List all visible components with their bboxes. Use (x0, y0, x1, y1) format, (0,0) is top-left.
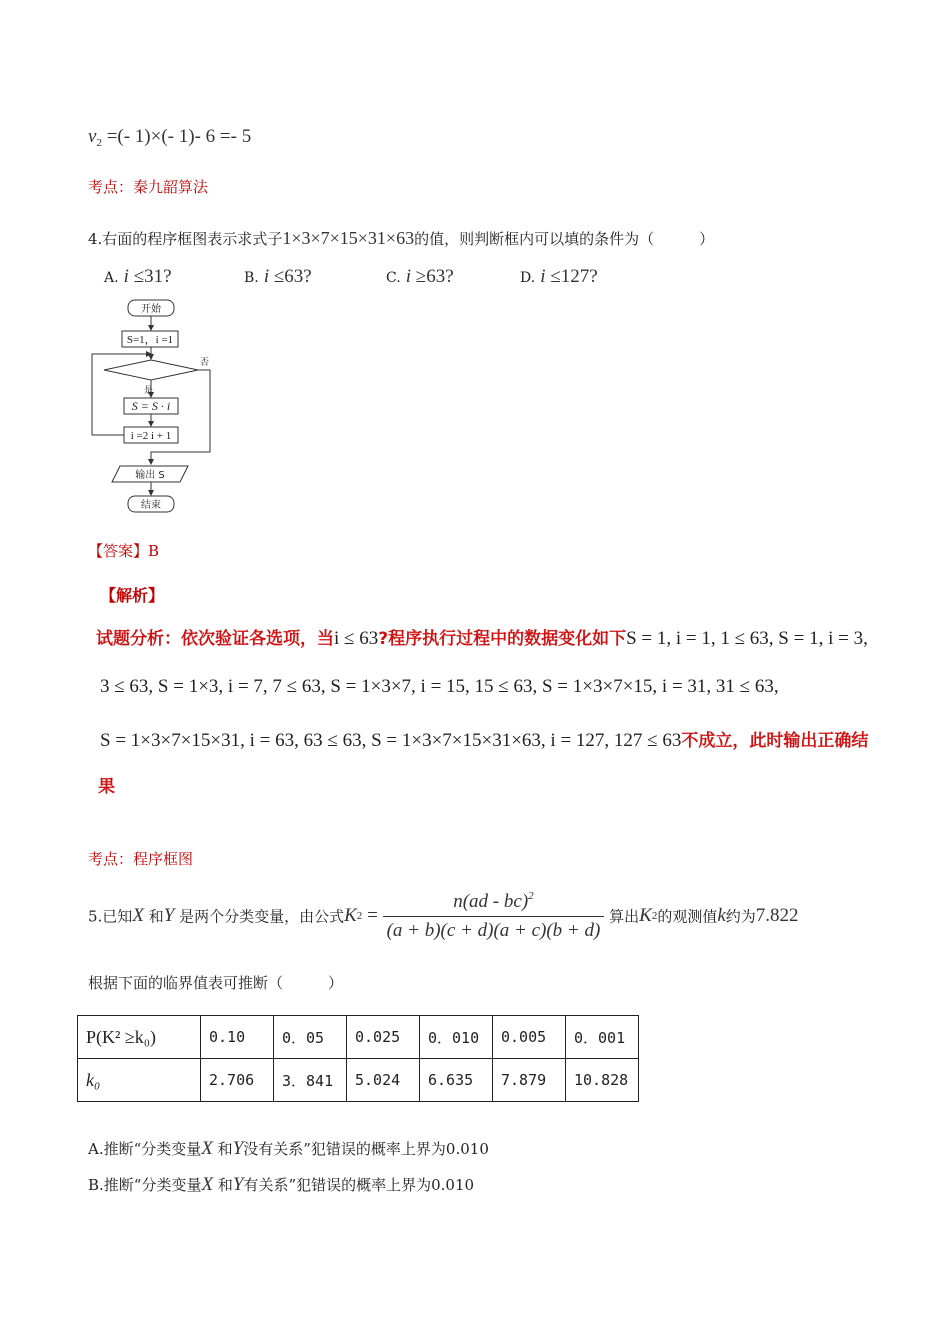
q5-k2b: K (639, 905, 652, 926)
flow-no-label: 否 (200, 358, 210, 368)
analysis-line-4 (98, 772, 115, 797)
q5-k2-sup: 2 (356, 910, 363, 922)
option-pre: B.推断“分类变量 (88, 1176, 202, 1194)
option-label: A. (104, 270, 119, 286)
q4-stem (88, 228, 714, 249)
q4-option-c[interactable] (386, 266, 454, 288)
option-and: 和 (217, 1140, 233, 1158)
q4-option-a[interactable] (104, 266, 172, 288)
analysis-math: S = 1×3×7×15×31, i = 63, 63 ≤ 63, S = 1×3×7×15×31×63, i = 127, 127 ≤ 63 (100, 730, 682, 751)
analysis-text: 不成立，此时输出正确结 (681, 731, 869, 751)
option-x: X (201, 1138, 213, 1159)
critical-value-table (77, 1015, 639, 1102)
q5-approx: 约为 (725, 907, 756, 926)
flow-end-label: 结束 (141, 500, 161, 511)
q4-tail: 的值，则判断框内可以填的条件为（ ） (414, 230, 715, 248)
lhs-sub: 2 (96, 137, 102, 149)
table-cell: 6.635 (420, 1059, 493, 1102)
option-x: X (201, 1174, 214, 1195)
q5-obs: 的观测值 (657, 907, 718, 926)
q5-fraction (383, 890, 605, 942)
analysis-math: S = 1, i = 1, 1 ≤ 63, S = 1, i = 3, (626, 628, 868, 649)
table-cell: 3．841 (274, 1059, 347, 1102)
table-row (78, 1059, 639, 1102)
flow-start-label: 开始 (141, 304, 161, 315)
table-row (78, 1016, 639, 1059)
option-post: 有关系”犯错误的概率上界为0.010 (243, 1176, 475, 1194)
option-cond: ≤31? (128, 266, 172, 287)
kaodian-1 (88, 176, 208, 197)
option-label: C. (386, 270, 401, 286)
kaodian-topic: 程序框图 (133, 850, 194, 868)
q5-option-a[interactable] (88, 1138, 489, 1160)
q5-var-x: X (132, 905, 144, 926)
option-y: Y (232, 1138, 244, 1159)
option-var: i (263, 266, 270, 287)
table-cell: 7.879 (493, 1059, 566, 1102)
option-post: 没有关系”犯错误的概率上界为0.010 (243, 1140, 489, 1158)
q5-option-b[interactable] (88, 1174, 474, 1196)
q5-denominator: (a + b)(c + d)(a + c)(b + d) (383, 916, 605, 942)
table-cell: 0.10 (201, 1016, 274, 1059)
q5-k: k (717, 905, 726, 926)
q5-mid: 是两个分类变量，由公式 (179, 907, 345, 926)
analysis-math: 3 ≤ 63, S = 1×3, i = 7, 7 ≤ 63, S = 1×3×7, i = 15, 15 ≤ 63, S = 1×3×7×15, i = 31, 31 ≤ 63, (100, 676, 779, 697)
numerator-text: n(ad - bc) (453, 891, 529, 912)
analysis-line-1 (96, 624, 868, 650)
prev-solution-rhs: =(- 1)×(- 1)- 6 =- 5 (106, 126, 252, 147)
table-cell: 10.828 (566, 1059, 639, 1102)
option-cond: ≤127? (545, 266, 598, 287)
analysis-text: ?程序执行过程中的数据变化如下 (378, 629, 627, 649)
option-cond: ≥63? (411, 266, 454, 287)
flow-output-label: 输出 S (135, 470, 165, 481)
q4-analysis-label: 【解析】 (100, 586, 165, 605)
analysis-text: 果 (98, 777, 115, 797)
flow-yes-label: 是 (144, 386, 154, 396)
option-cond: ≤63? (269, 266, 312, 287)
option-label: D. (520, 270, 536, 286)
q5-numerator (383, 890, 605, 916)
q5-line-2: 根据下面的临界值表可推断（ ） (88, 974, 344, 992)
table-cell: 2.706 (201, 1059, 274, 1102)
analysis-math: i ≤ 63 (334, 628, 379, 649)
option-label: B. (244, 270, 259, 286)
q5-k2-lhs: K (344, 905, 357, 926)
q5-and: 和 (148, 907, 164, 926)
table-cell: 0．001 (566, 1016, 639, 1059)
flow-assign-label: S = S · i (131, 399, 171, 413)
analysis-text: 试题分析：依次验证各选项，当 (96, 629, 334, 649)
lhs-var: v (88, 126, 97, 147)
q5-stem (88, 890, 799, 942)
q5-value: 7.822 (755, 905, 799, 926)
numerator-sup: 2 (528, 890, 534, 902)
q4-flowchart (84, 296, 224, 520)
table-cell: 0．05 (274, 1016, 347, 1059)
q4-option-d[interactable] (520, 266, 598, 288)
q5-var-y: Y (163, 905, 175, 926)
table-row-head: k₀ (78, 1059, 201, 1102)
option-y: Y (232, 1174, 244, 1195)
prev-solution-line (88, 126, 251, 149)
q4-option-b[interactable] (244, 266, 312, 288)
q4-answer (88, 540, 159, 561)
flow-update-label: i =2 i + 1 (130, 430, 172, 442)
answer-label: 【答案】 (88, 542, 149, 560)
flow-decision-diamond (104, 360, 198, 380)
kaodian-2 (88, 848, 193, 869)
flow-init-label: S=1，i =1 (126, 334, 174, 346)
option-and: 和 (217, 1176, 233, 1194)
option-pre: A.推断“分类变量 (88, 1140, 202, 1158)
q4-expression: 1×3×7×15×31×63 (282, 228, 415, 248)
option-var: i (123, 266, 129, 287)
option-var: i (540, 266, 546, 287)
table-cell: 5.024 (347, 1059, 420, 1102)
table-row-head: P(K² ≥k₀) (78, 1016, 201, 1059)
analysis-line-2 (100, 676, 779, 698)
q5-calc: 算出 (609, 907, 640, 926)
answer-value: B (148, 542, 160, 560)
q5-eq: = (367, 905, 378, 926)
table-cell: 0.025 (347, 1016, 420, 1059)
option-var: i (405, 266, 412, 287)
kaodian-topic: 秦九韶算法 (133, 178, 209, 196)
kaodian-label: 考点： (88, 178, 134, 196)
q5-k2b-sup: 2 (651, 910, 658, 922)
table-cell: 0.005 (493, 1016, 566, 1059)
q4-lead: 4.右面的程序框图表示求式子 (88, 230, 283, 248)
analysis-line-3 (100, 726, 868, 752)
kaodian-label: 考点： (88, 850, 134, 868)
q5-lead: 5.已知 (88, 907, 133, 926)
table-cell: 0．010 (420, 1016, 493, 1059)
